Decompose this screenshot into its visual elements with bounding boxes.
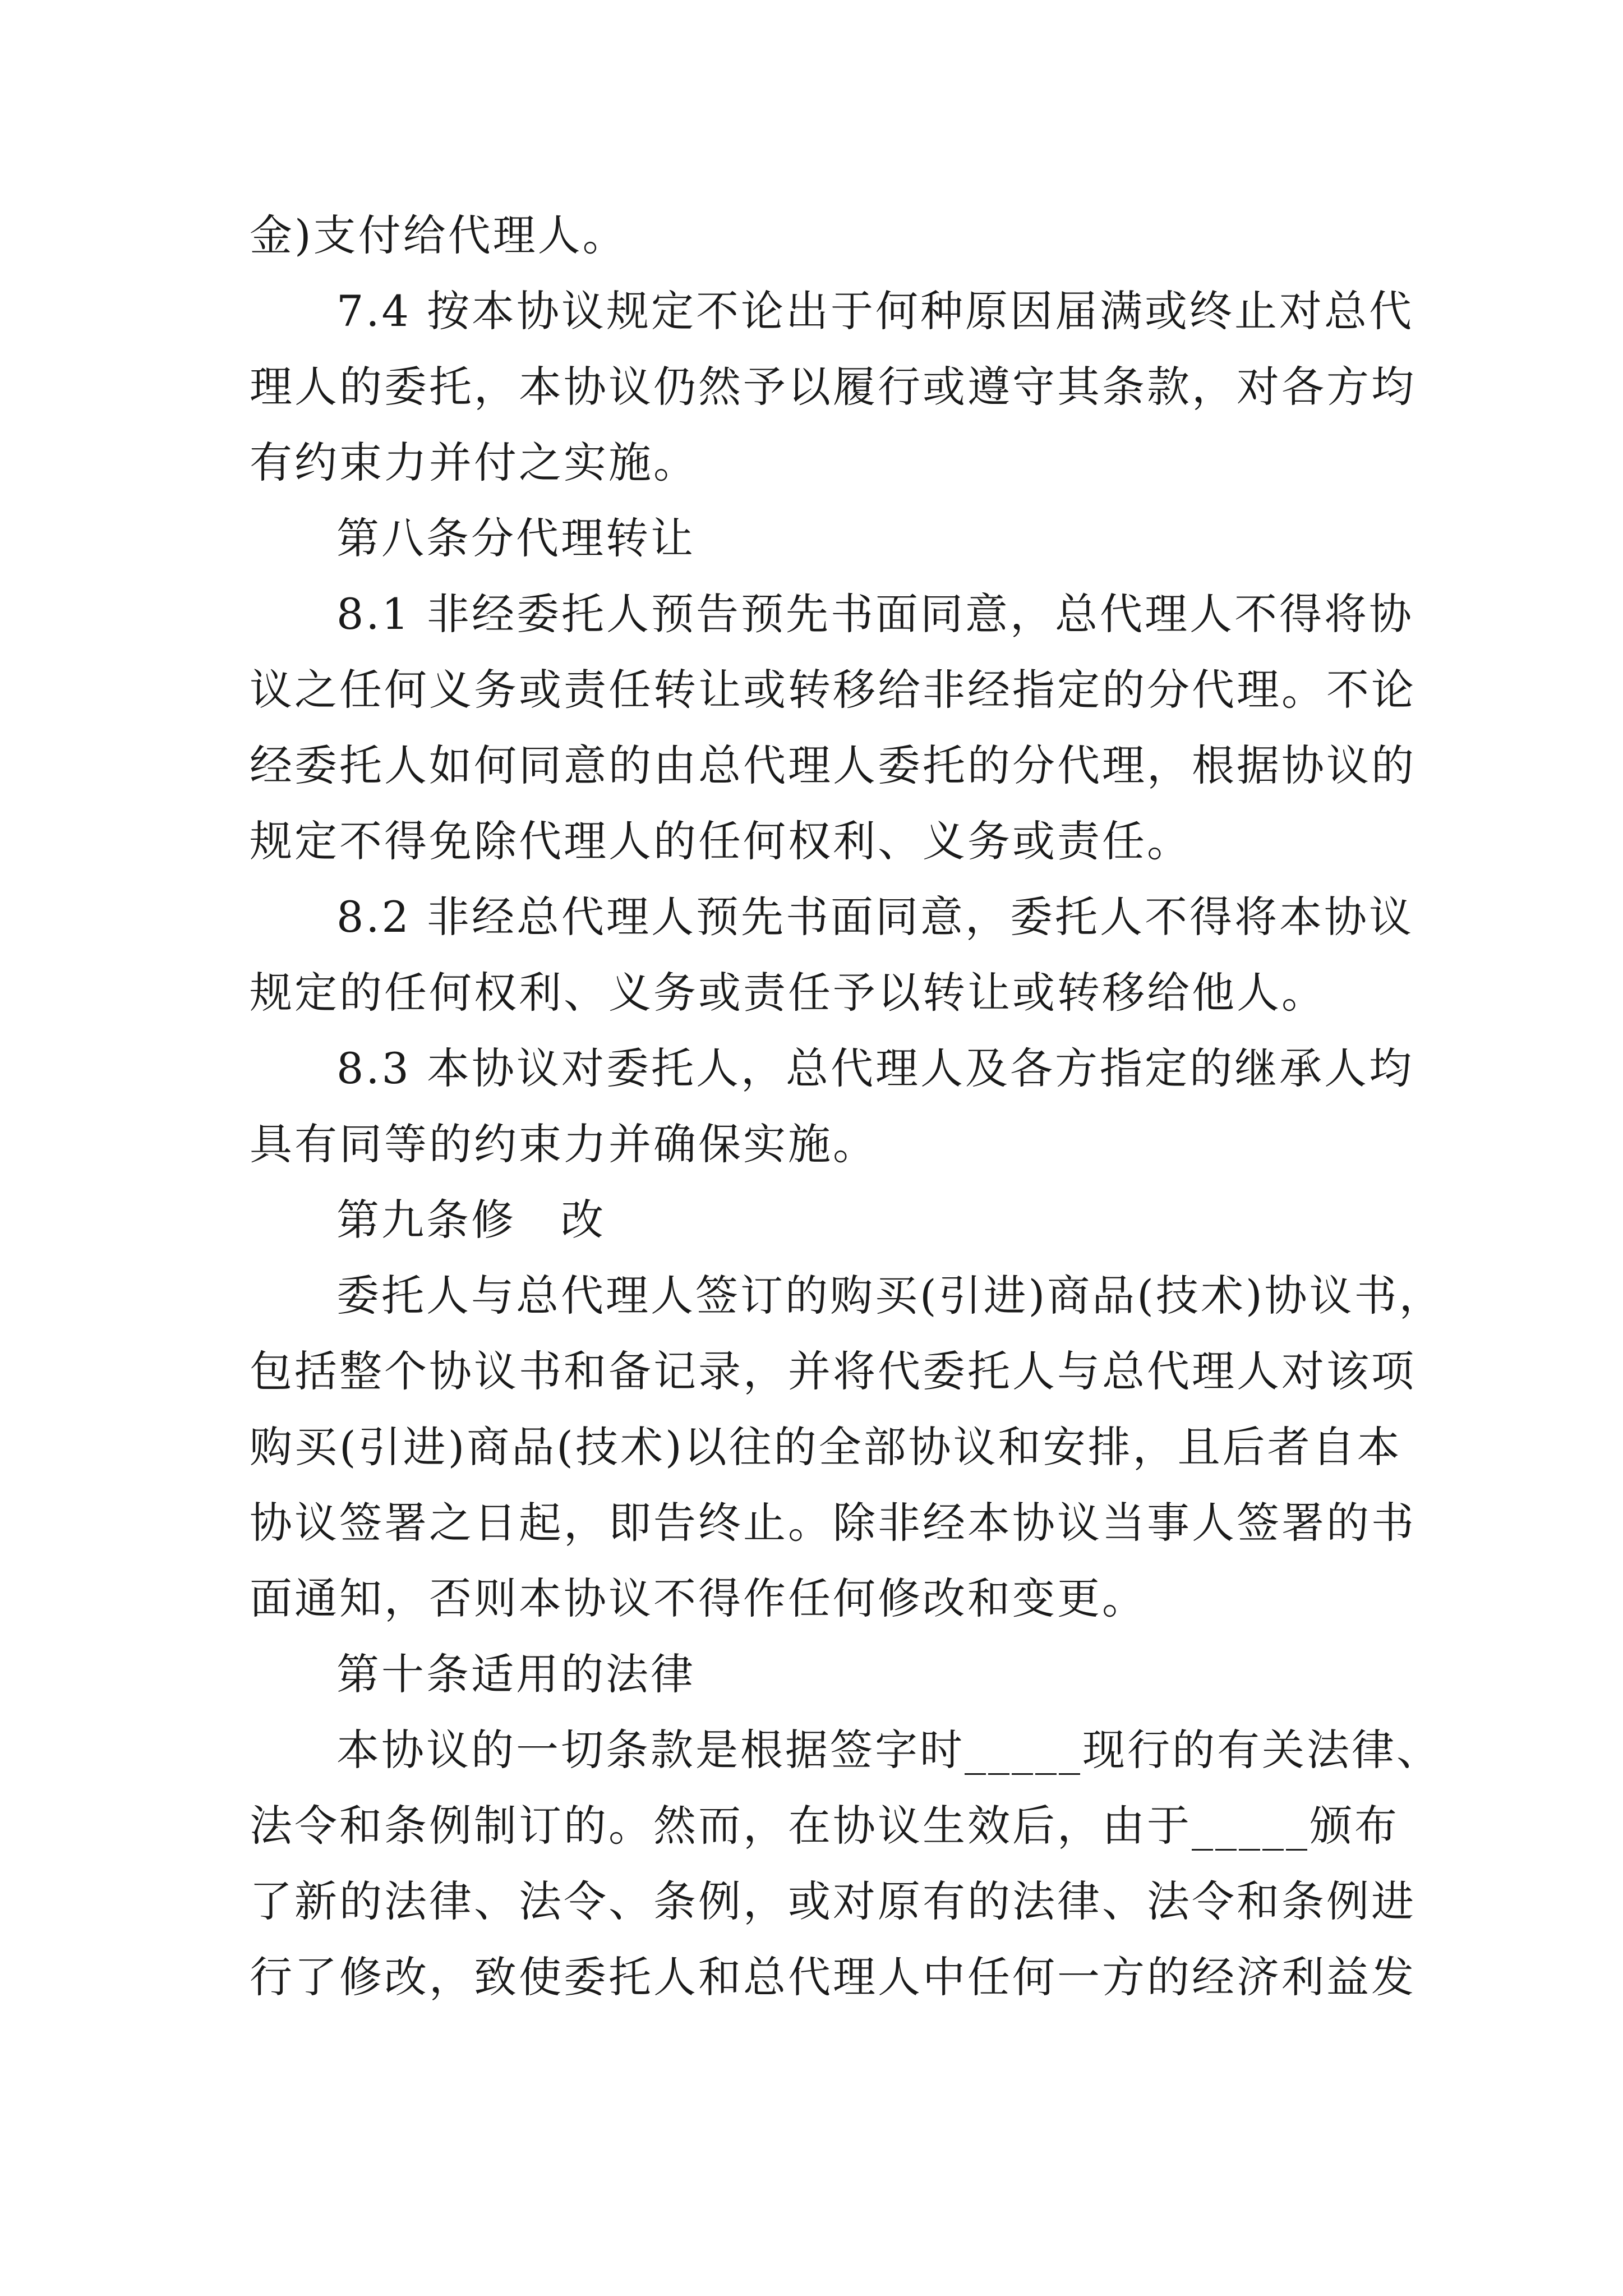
- text-line: 金)支付给代理人。: [250, 210, 628, 260]
- text-line: 议之任何义务或责任转让或转移给非经指定的分代理。不论: [250, 665, 1416, 715]
- text-line: 具有同等的约束力并确保实施。: [250, 1119, 878, 1169]
- text-line: 包括整个协议书和备记录，并将代委托人与总代理人对该项: [250, 1346, 1416, 1396]
- text-line: 7.4 按本协议规定不论出于何种原因届满或终止对总代: [336, 286, 1414, 336]
- text-line: 8.1 非经委托人预告预先书面同意，总代理人不得将协: [336, 589, 1414, 639]
- section-heading: 第十条适用的法律: [336, 1649, 695, 1699]
- text-line: 法令和条例制订的。然而，在协议生效后，由于_____颁布: [250, 1801, 1399, 1851]
- text-line: 购买(引进)商品(技术)以往的全部协议和安排，且后者自本: [250, 1422, 1402, 1472]
- text-line: 8.3 本协议对委托人，总代理人及各方指定的继承人均: [336, 1043, 1414, 1093]
- text-line: 规定的任何权利、义务或责任予以转让或转移给他人。: [250, 968, 1326, 1018]
- text-line: 经委托人如何同意的由总代理人委托的分代理，根据协议的: [250, 740, 1416, 790]
- text-line: 有约束力并付之实施。: [250, 438, 698, 487]
- text-line: 协议签署之日起，即告终止。除非经本协议当事人签署的书: [250, 1498, 1416, 1548]
- text-line: 本协议的一切条款是根据签字时_____现行的有关法律、: [336, 1725, 1441, 1775]
- text-line: 8.2 非经总代理人预先书面同意，委托人不得将本协议: [336, 892, 1414, 942]
- text-line: 面通知，否则本协议不得作任何修改和变更。: [250, 1573, 1147, 1623]
- text-line: 规定不得免除代理人的任何权利、义务或责任。: [250, 816, 1192, 866]
- text-line: 理人的委托，本协议仍然予以履行或遵守其条款，对各方均: [250, 362, 1416, 412]
- text-line: 委托人与总代理人签订的购买(引进)商品(技术)协议书，: [336, 1271, 1444, 1320]
- section-heading: 第八条分代理转让: [336, 513, 695, 563]
- section-heading: 第九条修 改: [336, 1195, 606, 1245]
- text-line: 了新的法律、法令、条例，或对原有的法律、法令和条例进: [250, 1876, 1416, 1926]
- text-line: 行了修改，致使委托人和总代理人中任何一方的经济利益发: [250, 1952, 1416, 2002]
